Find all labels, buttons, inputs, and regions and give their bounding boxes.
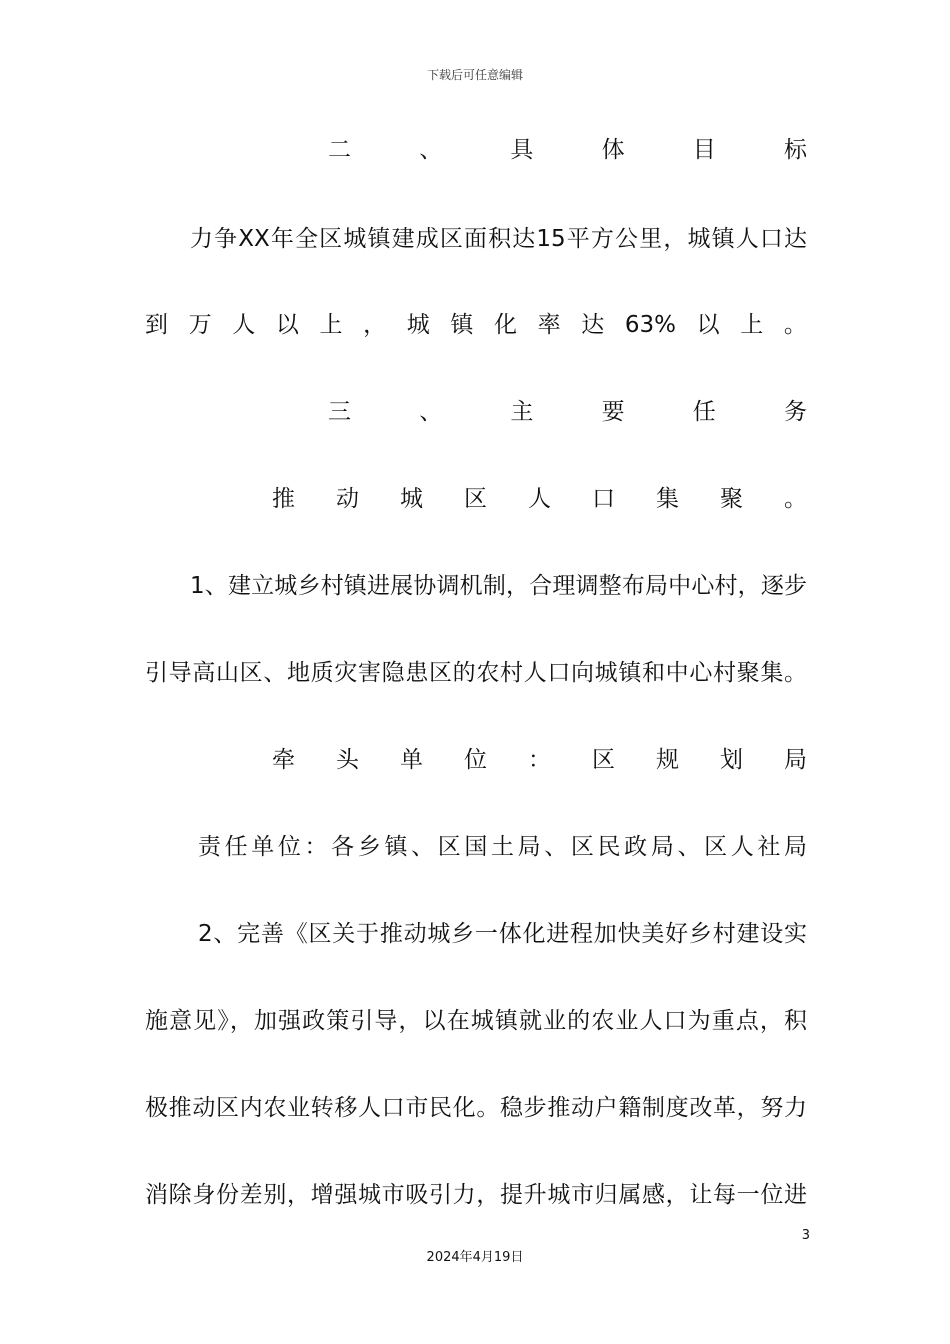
- spaced-char: 要: [601, 399, 625, 425]
- spaced-char: 规: [656, 747, 679, 773]
- paragraph-line: 1、建立城乡村镇进展协调机制，合理调整布局中心村，逐步: [190, 573, 807, 599]
- spaced-char: 牵: [272, 747, 295, 773]
- spaced-char: 位: [464, 747, 487, 773]
- footer-date: 2024年4月19日: [426, 1250, 524, 1265]
- paragraph-line: 极推动区内农业转移人口市民化。稳步推动户籍制度改革，努力: [145, 1095, 807, 1121]
- spaced-char: 区: [592, 747, 615, 773]
- paragraph-line: 引导高山区、地质灾害隐患区的农村人口向城镇和中心村聚集。: [145, 660, 807, 686]
- spaced-char: 口: [592, 486, 615, 512]
- spaced-char: 上: [740, 312, 764, 338]
- spaced-char: 、: [419, 137, 443, 163]
- spaced-char: 。: [784, 486, 807, 512]
- spaced-char: 化: [494, 312, 517, 338]
- spaced-char: 具: [510, 137, 534, 163]
- spaced-char: 动: [336, 486, 359, 512]
- spaced-char: 63%: [624, 312, 676, 338]
- spaced-char: 城: [406, 312, 430, 338]
- spaced-char: 任: [692, 399, 716, 425]
- lead-unit-line: [272, 743, 807, 777]
- spaced-char: 人: [232, 312, 256, 338]
- spaced-char: 以: [275, 312, 299, 338]
- spaced-char: 二: [328, 137, 351, 163]
- subsection-heading: [272, 482, 807, 516]
- spaced-char: 头: [336, 747, 359, 773]
- spaced-char: 划: [720, 747, 743, 773]
- spaced-char: 目: [692, 137, 716, 163]
- spaced-char: 聚: [720, 486, 743, 512]
- spaced-char: 达: [581, 312, 605, 338]
- paragraph-line: [145, 308, 807, 342]
- paragraph-line: 消除身份差别，增强城市吸引力，提升城市归属感，让每一位进: [145, 1182, 807, 1208]
- paragraph-line: 力争XX年全区城镇建成区面积达15平方公里，城镇人口达: [190, 226, 807, 252]
- spaced-char: 局: [784, 747, 807, 773]
- responsible-units-line: 责任单位：各乡镇、区国土局、区民政局、区人社局: [198, 834, 807, 860]
- spaced-char: 到: [145, 312, 168, 338]
- spaced-char: 万: [188, 312, 212, 338]
- page-number: 3: [801, 1228, 810, 1243]
- spaced-char: 以: [696, 312, 720, 338]
- spaced-char: 务: [783, 399, 807, 425]
- paragraph-line: 2、完善《区关于推动城乡一体化进程加快美好乡村建设实: [198, 921, 807, 947]
- spaced-char: 人: [528, 486, 551, 512]
- spaced-char: 、: [419, 399, 443, 425]
- spaced-char: 城: [400, 486, 423, 512]
- section-heading-2: [328, 133, 807, 167]
- spaced-char: ，: [363, 312, 387, 338]
- spaced-char: 。: [783, 312, 807, 338]
- spaced-char: 区: [464, 486, 487, 512]
- spaced-char: 三: [328, 399, 351, 425]
- spaced-char: 体: [601, 137, 625, 163]
- spaced-char: 集: [656, 486, 679, 512]
- spaced-char: 单: [400, 747, 423, 773]
- page-header: 下载后可任意编辑: [426, 68, 523, 82]
- spaced-char: 上: [319, 312, 343, 338]
- spaced-char: 标: [783, 137, 807, 163]
- spaced-char: 镇: [450, 312, 474, 338]
- spaced-char: ：: [528, 747, 551, 773]
- spaced-char: 率: [537, 312, 561, 338]
- spaced-char: 主: [510, 399, 534, 425]
- section-heading-3: [328, 395, 807, 429]
- spaced-char: 推: [272, 486, 295, 512]
- paragraph-line: 施意见》，加强政策引导，以在城镇就业的农业人口为重点，积: [145, 1008, 807, 1034]
